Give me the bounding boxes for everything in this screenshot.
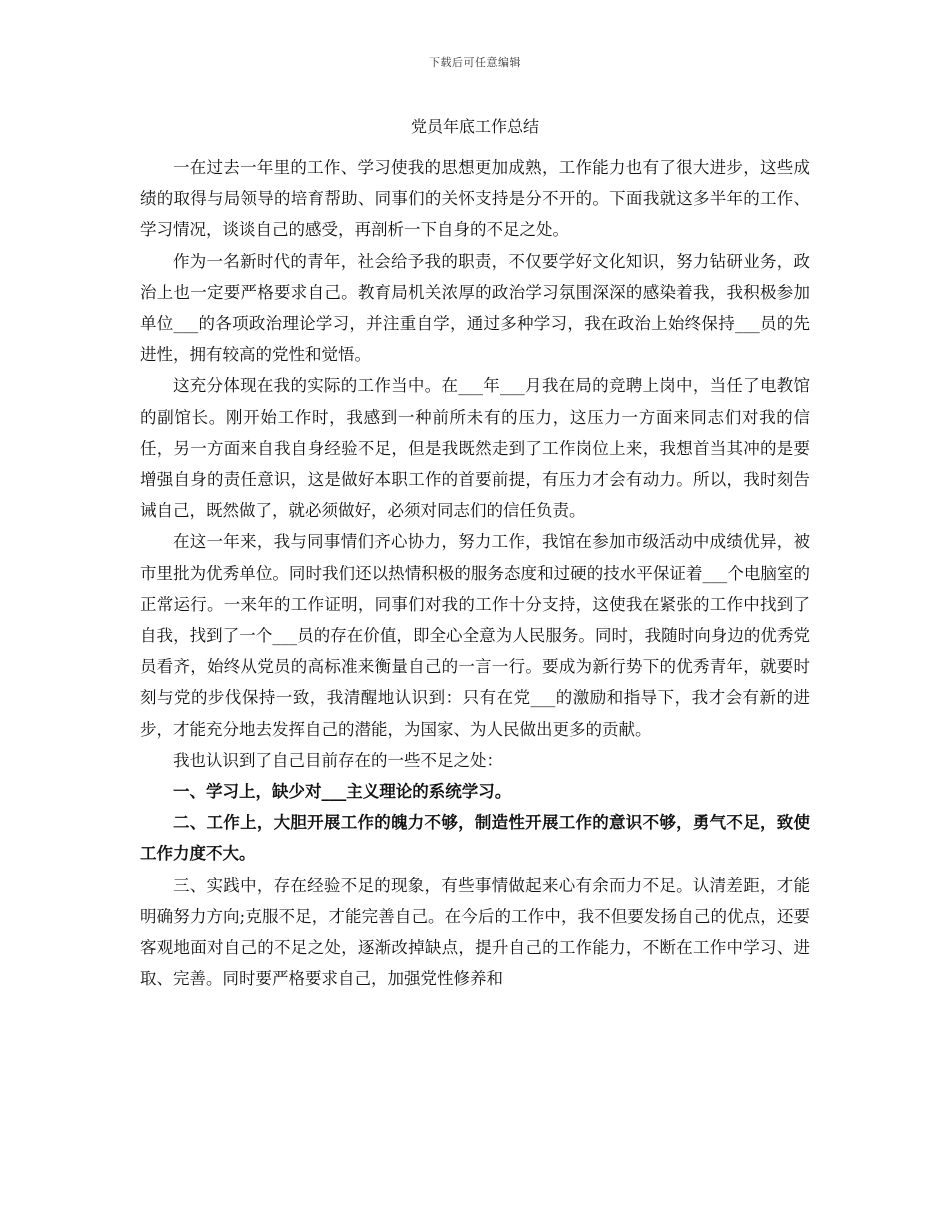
paragraph-bold: 一、学习上，缺少对___主义理论的系统学习。 [173, 782, 512, 802]
document-title: 党员年底工作总结 [410, 117, 539, 136]
paragraph: 我也认识到了自己目前存在的一些不足之处： [173, 750, 503, 770]
paragraph: 这充分体现在我的实际的工作当中。在___年___月我在局的竞聘上岗中，当任了电教馆的副馆长。刚开始工作时，我感到一种前所未有的压力，这压力一方面来同志们对我的信任，另一方面来自我自身经验不足，但是我既然走到了工作岗位上来，我想首当其冲的是要增强自身的责任意识，这是做好本职工作的首要前提，有压力才会有动力。所以，我时刻告诫自己，既然做了，就必须做好，必须对同志们的信任负责。 [140, 376, 810, 521]
paragraph: 在这一年来，我与同事情们齐心协力，努力工作，我馆在参加市级活动中成绩优异，被市里批为优秀单位。同时我们还以热情积极的服务态度和过硬的技水平保证着___个电脑室的正常运行。一来年的工作证明，同事们对我的工作十分支持，这使我在紧张的工作中找到了自我，找到了一个___员的存在价值，即全心全意为人民服务。同时，我随时向身边的优秀党员看齐，始终从党员的高标准来衡量自己的一言一行。要成为新行势下的优秀青年，就要时刻与党的步伐保持一致，我清醒地认识到：只有在党___的激励和指导下，我才会有新的进步，才能充分地去发挥自己的潜能，为国家、为人民做出更多的贡献。 [140, 532, 810, 739]
paragraph-bold: 二、工作上，大胆开展工作的魄力不够，制造性开展工作的意识不够，勇气不足，致使工作力度不大。 [140, 813, 810, 864]
paragraph: 作为一名新时代的青年，社会给予我的职责，不仅要学好文化知识，努力钻研业务，政治上也一定要严格要求自己。教育局机关浓厚的政治学习氛围深深的感染着我，我积极参加单位___的各项政治理论学习，并注重自学，通过多种学习，我在政治上始终保持___员的先进性，拥有较高的党性和觉悟。 [140, 251, 810, 365]
document-body [140, 152, 810, 994]
paragraph: 三、实践中，存在经验不足的现象，有些事情做起来心有余而力不足。认清差距，才能明确努力方向;克服不足，才能完善自己。在今后的工作中，我不但要发扬自己的优点，还要客观地面对自己的不足之处，逐渐改掉缺点，提升自己的工作能力，不断在工作中学习、进取、完善。同时要严格要求自己，加强党性修养和 [140, 875, 810, 989]
header-note: 下载后可任意编辑 [429, 56, 521, 69]
paragraph: 一在过去一年里的工作、学习使我的思想更加成熟，工作能力也有了很大进步，这些成绩的取得与局领导的培育帮助、同事们的关怀支持是分不开的。下面我就这多半年的工作、学习情况，谈谈自己的感受，再剖析一下自身的不足之处。 [140, 158, 810, 240]
